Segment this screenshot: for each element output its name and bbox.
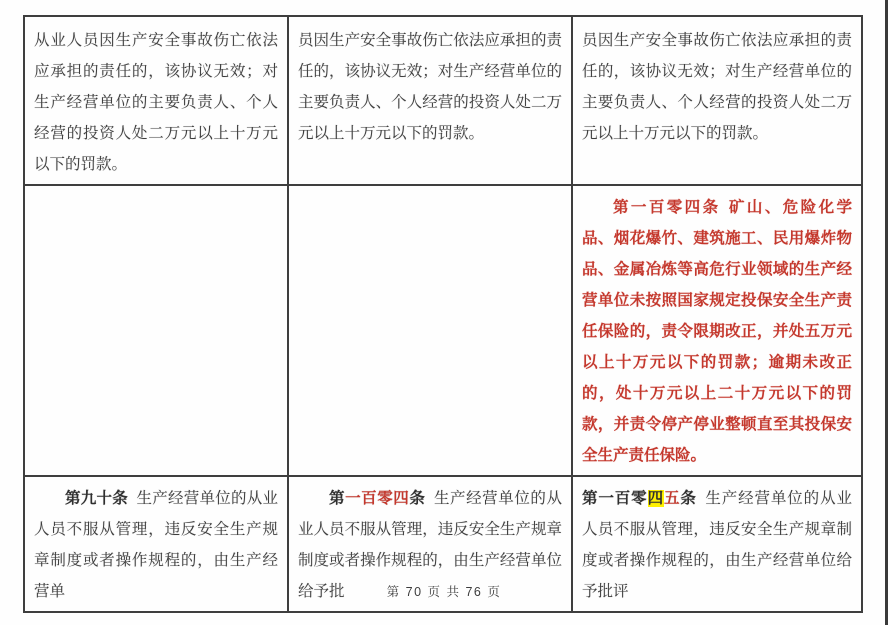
cell-r1c1: [24, 16, 288, 185]
article-number: 第九十条: [65, 490, 128, 507]
law-text: 员因生产安全事故伤亡依法应承担的责任的，该协议无效；对生产经营单位的主要负责人、个人经营的投资人处二万元以上十万元以下的罚款。: [582, 32, 852, 142]
table-row: [24, 16, 862, 185]
article-number-suffix: 条: [409, 490, 426, 507]
cell-r1c2: [288, 16, 572, 185]
article-number-changed: 一百零四: [345, 490, 410, 507]
article-number: 第一百零四条: [613, 199, 721, 216]
article-body: 生产经营单位的从业人员不服从管理，违反安全生产规章制度或者操作规程的，由生产经营单: [34, 490, 278, 600]
cell-r1c3: [572, 16, 862, 185]
article-number-prefix: 第: [329, 490, 346, 507]
table-row: [24, 185, 862, 476]
article-number-changed: 五: [663, 490, 681, 507]
new-article-red-text: [582, 192, 852, 471]
article-body: 生产经营单位的从业人员不服从管理，违反安全生产规章制度或者操作规程的，由生产经营单位给予批评: [582, 490, 852, 600]
law-text: 员因生产安全事故伤亡依法应承担的责任的，该协议无效；对生产经营单位的主要负责人、个人经营的投资人处二万元以上十万元以下的罚款。: [298, 32, 562, 142]
article-body: 矿山、危险化学品、烟花爆竹、建筑施工、民用爆炸物品、金属冶炼等高危行业领域的生产经营单位未按照国家规定投保安全生产责任保险的，责令限期改正，并处五万元以上十万元以下的罚款；逾期未改正的，处十万元以上二十万元以下的罚款，并责令停产停业整顿直至其投保安全生产责任保险。: [582, 199, 852, 464]
page-number: 第 70 页 共 76 页: [386, 585, 502, 599]
cell-r2c1-empty: [24, 185, 288, 476]
article-number-suffix: 条: [680, 490, 697, 507]
law-text: 从业人员因生产安全事故伤亡依法应承担的责任的，该协议无效；对生产经营单位的主要负责人、个人经营的投资人处二万元以上十万元以下的罚款。: [34, 32, 278, 173]
article-number-highlighted: 四: [647, 490, 664, 507]
article-body: 生产经营单位的从业人员不服从管理，违反安全生产规章制度或者操作规程的，由生产经营单位给予批: [298, 490, 562, 600]
cell-r2c3: [572, 185, 862, 476]
cell-r2c2-empty: [288, 185, 572, 476]
law-comparison-table: [23, 15, 863, 613]
article-number-prefix: 第一百零: [582, 490, 648, 507]
